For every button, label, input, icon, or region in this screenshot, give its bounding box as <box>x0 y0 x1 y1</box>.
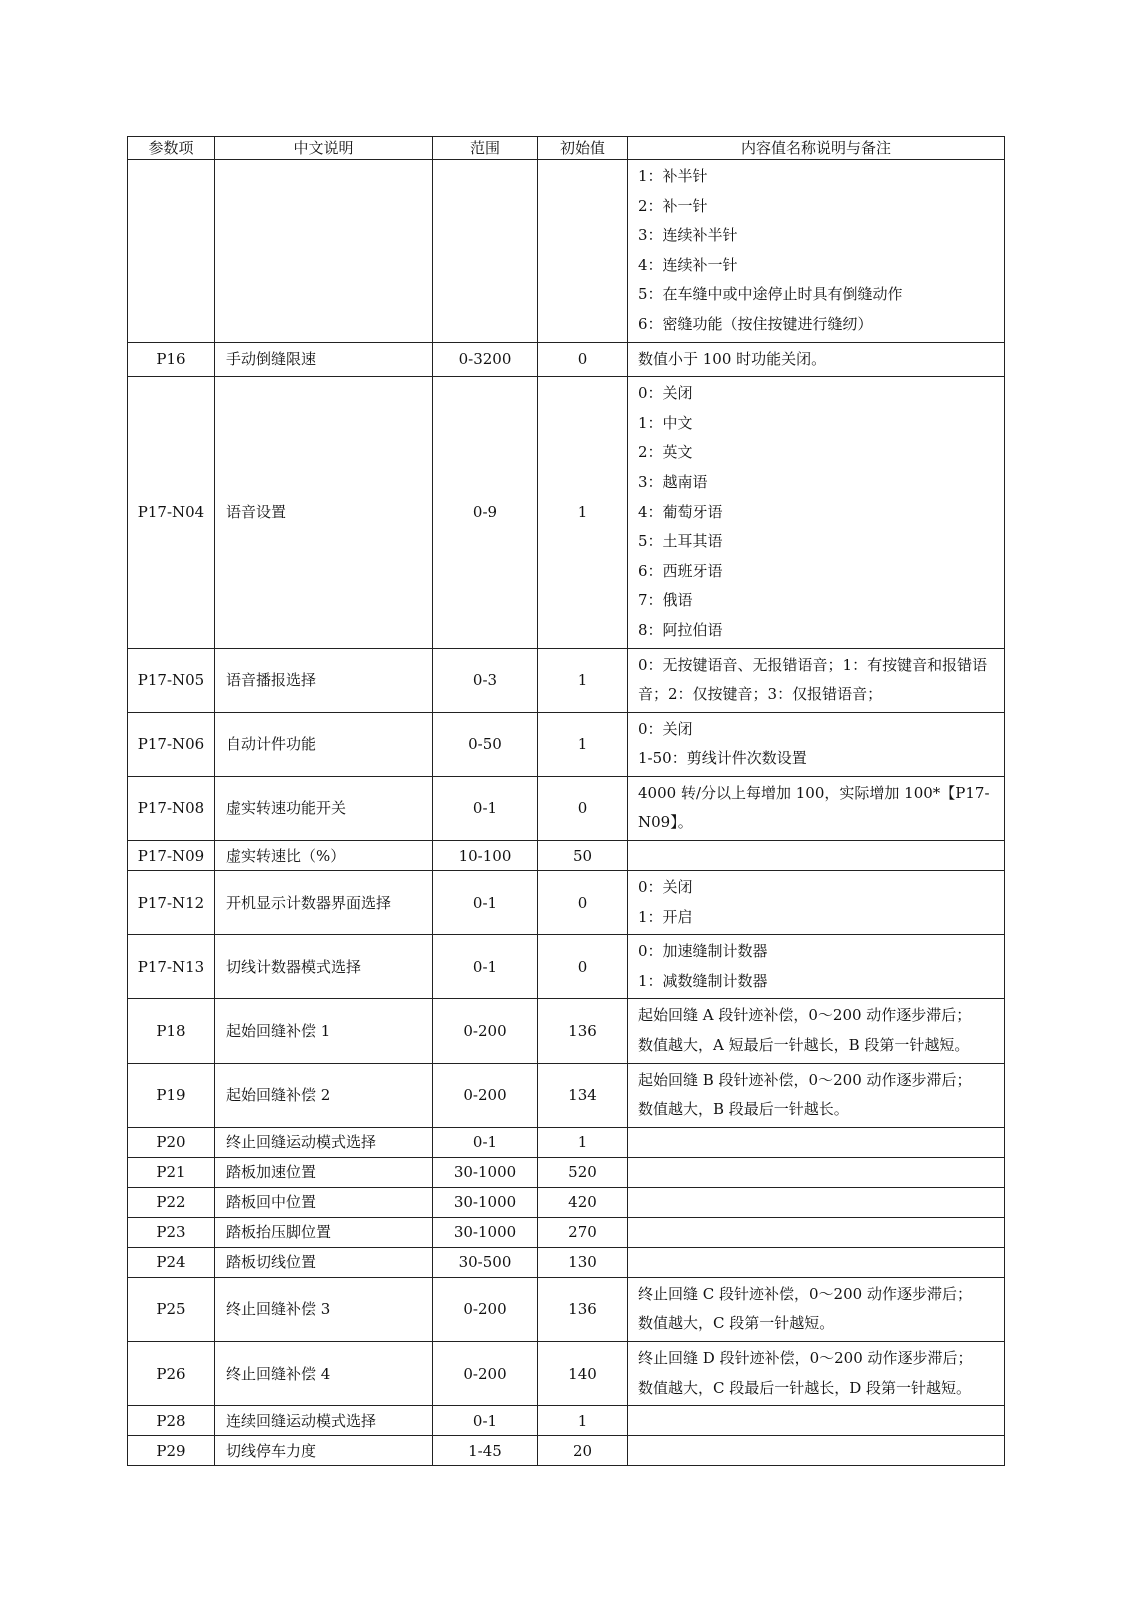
note-line: 1：补半针 <box>638 167 708 185</box>
param-code: P24 <box>128 1247 215 1277</box>
param-code: P28 <box>128 1406 215 1436</box>
note-line: 0：关闭 <box>638 719 693 738</box>
table-row <box>128 1247 1005 1277</box>
param-description: 开机显示计数器界面选择 <box>215 871 433 935</box>
param-description: 语音设置 <box>215 377 433 648</box>
param-code: P17-N09 <box>128 841 215 871</box>
param-notes <box>628 648 1005 712</box>
table-row <box>128 999 1005 1063</box>
param-initial-value: 420 <box>538 1187 628 1217</box>
param-description: 踏板切线位置 <box>215 1247 433 1277</box>
param-range: 30-1000 <box>433 1157 538 1187</box>
param-initial-value: 130 <box>538 1247 628 1277</box>
param-description: 连续回缝运动模式选择 <box>215 1406 433 1436</box>
param-initial-value: 20 <box>538 1436 628 1466</box>
table-body <box>128 160 1005 1466</box>
param-range <box>433 160 538 343</box>
header-code: 参数项 <box>128 137 215 160</box>
param-code: P25 <box>128 1277 215 1341</box>
param-range: 0-200 <box>433 1063 538 1127</box>
param-code: P23 <box>128 1217 215 1247</box>
param-initial-value: 1 <box>538 377 628 648</box>
param-range: 30-1000 <box>433 1187 538 1217</box>
param-code <box>128 160 215 343</box>
param-code: P17-N06 <box>128 712 215 776</box>
table-row <box>128 1187 1005 1217</box>
param-range: 0-1 <box>433 871 538 935</box>
header-notes: 内容值名称说明与备注 <box>628 137 1005 160</box>
param-range: 0-200 <box>433 1277 538 1341</box>
note-line: 6：西班牙语 <box>638 561 723 580</box>
note-line: 2：补一针 <box>638 196 708 215</box>
note-line: 1-50：剪线计件次数设置 <box>638 749 807 768</box>
param-description: 踏板抬压脚位置 <box>215 1217 433 1247</box>
param-initial-value: 1 <box>538 648 628 712</box>
param-description: 虚实转速比（%） <box>215 841 433 871</box>
param-description: 终止回缝运动模式选择 <box>215 1127 433 1157</box>
note-line: 5：土耳其语 <box>638 532 723 551</box>
table-row <box>128 935 1005 999</box>
param-range: 0-50 <box>433 712 538 776</box>
table-row <box>128 712 1005 776</box>
param-range: 0-1 <box>433 1406 538 1436</box>
param-code: P22 <box>128 1187 215 1217</box>
note-line: 4：葡萄牙语 <box>638 502 723 521</box>
header-range: 范围 <box>433 137 538 160</box>
param-description: 切线计数器模式选择 <box>215 935 433 999</box>
note-line: 数值小于 100 时功能关闭。 <box>638 349 827 368</box>
param-initial-value: 140 <box>538 1342 628 1406</box>
param-range: 30-1000 <box>433 1217 538 1247</box>
header-description: 中文说明 <box>215 137 433 160</box>
note-line: 3：越南语 <box>638 472 708 491</box>
param-initial-value: 1 <box>538 712 628 776</box>
note-line: 0：加速缝制计数器 <box>638 942 768 961</box>
param-code: P21 <box>128 1157 215 1187</box>
param-notes <box>628 1436 1005 1466</box>
table-row <box>128 1277 1005 1341</box>
param-range: 10-100 <box>433 841 538 871</box>
note-line: 终止回缝 D 段针迹补偿，0～200 动作逐步滞后； <box>638 1349 973 1367</box>
param-notes <box>628 1277 1005 1341</box>
note-line: 1：开启 <box>638 907 693 926</box>
param-notes <box>628 1063 1005 1127</box>
table-row <box>128 1342 1005 1406</box>
param-notes <box>628 999 1005 1063</box>
note-line: 4：连续补一针 <box>638 255 738 274</box>
note-line: 2：英文 <box>638 443 693 462</box>
param-description <box>215 160 433 343</box>
param-notes <box>628 1247 1005 1277</box>
table-row <box>128 342 1005 377</box>
param-description: 手动倒缝限速 <box>215 342 433 377</box>
param-code: P18 <box>128 999 215 1063</box>
note-line: 7：俄语 <box>638 591 693 610</box>
param-initial-value: 0 <box>538 871 628 935</box>
param-range: 30-500 <box>433 1247 538 1277</box>
param-notes <box>628 377 1005 648</box>
param-code: P29 <box>128 1436 215 1466</box>
table-row <box>128 776 1005 840</box>
table-row <box>128 1406 1005 1436</box>
note-line: 6：密缝功能（按住按键进行缝纫） <box>638 314 873 333</box>
param-code: P17-N08 <box>128 776 215 840</box>
note-line: 8：阿拉伯语 <box>638 620 723 639</box>
note-line: 5：在车缝中或中途停止时具有倒缝动作 <box>638 285 903 304</box>
note-line: 0：无按键语音、无报错语音；1：有按键音和报错语音；2：仅按键音；3：仅报错语音； <box>638 655 988 704</box>
param-notes <box>628 1342 1005 1406</box>
param-initial-value: 0 <box>538 776 628 840</box>
table-row <box>128 871 1005 935</box>
param-range: 0-200 <box>433 999 538 1063</box>
note-line: 1：中文 <box>638 413 693 432</box>
note-line: 终止回缝 C 段针迹补偿，0～200 动作逐步滞后； <box>638 1284 972 1303</box>
param-notes <box>628 1187 1005 1217</box>
param-description: 语音播报选择 <box>215 648 433 712</box>
param-notes <box>628 1217 1005 1247</box>
param-code: P26 <box>128 1342 215 1406</box>
param-notes <box>628 1127 1005 1157</box>
param-notes <box>628 160 1005 343</box>
param-code: P17-N12 <box>128 871 215 935</box>
param-notes <box>628 1157 1005 1187</box>
table-row <box>128 1217 1005 1247</box>
note-line: 0：关闭 <box>638 878 693 897</box>
param-range: 1-45 <box>433 1436 538 1466</box>
note-line: 数值越大，B 段最后一针越长。 <box>638 1100 849 1119</box>
param-range: 0-1 <box>433 776 538 840</box>
header-row <box>128 137 1005 160</box>
param-description: 踏板回中位置 <box>215 1187 433 1217</box>
param-notes <box>628 342 1005 377</box>
param-range: 0-3200 <box>433 342 538 377</box>
param-code: P17-N04 <box>128 377 215 648</box>
param-range: 0-1 <box>433 1127 538 1157</box>
param-code: P16 <box>128 342 215 377</box>
param-description: 自动计件功能 <box>215 712 433 776</box>
parameter-table <box>127 136 1005 1466</box>
param-initial-value: 1 <box>538 1127 628 1157</box>
param-initial-value: 520 <box>538 1157 628 1187</box>
note-line: 1：减数缝制计数器 <box>638 971 768 990</box>
param-initial-value: 0 <box>538 935 628 999</box>
param-initial-value: 270 <box>538 1217 628 1247</box>
param-description: 起始回缝补偿 1 <box>215 999 433 1063</box>
param-initial-value: 1 <box>538 1406 628 1436</box>
note-line: 3：连续补半针 <box>638 226 738 245</box>
table-row <box>128 648 1005 712</box>
param-description: 终止回缝补偿 4 <box>215 1342 433 1406</box>
note-line: 起始回缝 B 段针迹补偿，0～200 动作逐步滞后； <box>638 1070 972 1089</box>
note-line: 起始回缝 A 段针迹补偿，0～200 动作逐步滞后； <box>638 1006 972 1025</box>
param-initial-value: 136 <box>538 1277 628 1341</box>
param-code: P20 <box>128 1127 215 1157</box>
table-row <box>128 1127 1005 1157</box>
table-row <box>128 841 1005 871</box>
param-initial-value: 0 <box>538 342 628 377</box>
table-row <box>128 160 1005 343</box>
param-description: 切线停车力度 <box>215 1436 433 1466</box>
param-range: 0-1 <box>433 935 538 999</box>
param-description: 起始回缝补偿 2 <box>215 1063 433 1127</box>
param-initial-value: 136 <box>538 999 628 1063</box>
note-line: 4000 转/分以上每增加 100，实际增加 100*【P17-N09】。 <box>638 783 990 832</box>
note-line: 数值越大，A 短最后一针越长，B 段第一针越短。 <box>638 1036 970 1055</box>
param-description: 终止回缝补偿 3 <box>215 1277 433 1341</box>
table-header <box>128 137 1005 160</box>
param-code: P17-N13 <box>128 935 215 999</box>
table-row <box>128 1157 1005 1187</box>
note-line: 数值越大，C 段第一针越短。 <box>638 1314 835 1333</box>
param-range: 0-3 <box>433 648 538 712</box>
param-code: P19 <box>128 1063 215 1127</box>
param-notes <box>628 841 1005 871</box>
table-row <box>128 377 1005 648</box>
note-line: 0：关闭 <box>638 384 693 403</box>
param-notes <box>628 1406 1005 1436</box>
note-line: 数值越大，C 段最后一针越长，D 段第一针越短。 <box>638 1378 972 1397</box>
param-initial-value: 50 <box>538 841 628 871</box>
param-description: 踏板加速位置 <box>215 1157 433 1187</box>
param-notes <box>628 935 1005 999</box>
table-row <box>128 1436 1005 1466</box>
param-notes <box>628 712 1005 776</box>
param-code: P17-N05 <box>128 648 215 712</box>
param-initial-value: 134 <box>538 1063 628 1127</box>
table-row <box>128 1063 1005 1127</box>
param-description: 虚实转速功能开关 <box>215 776 433 840</box>
param-range: 0-9 <box>433 377 538 648</box>
param-notes <box>628 871 1005 935</box>
header-initial-value: 初始值 <box>538 137 628 160</box>
param-initial-value <box>538 160 628 343</box>
param-range: 0-200 <box>433 1342 538 1406</box>
param-notes <box>628 776 1005 840</box>
